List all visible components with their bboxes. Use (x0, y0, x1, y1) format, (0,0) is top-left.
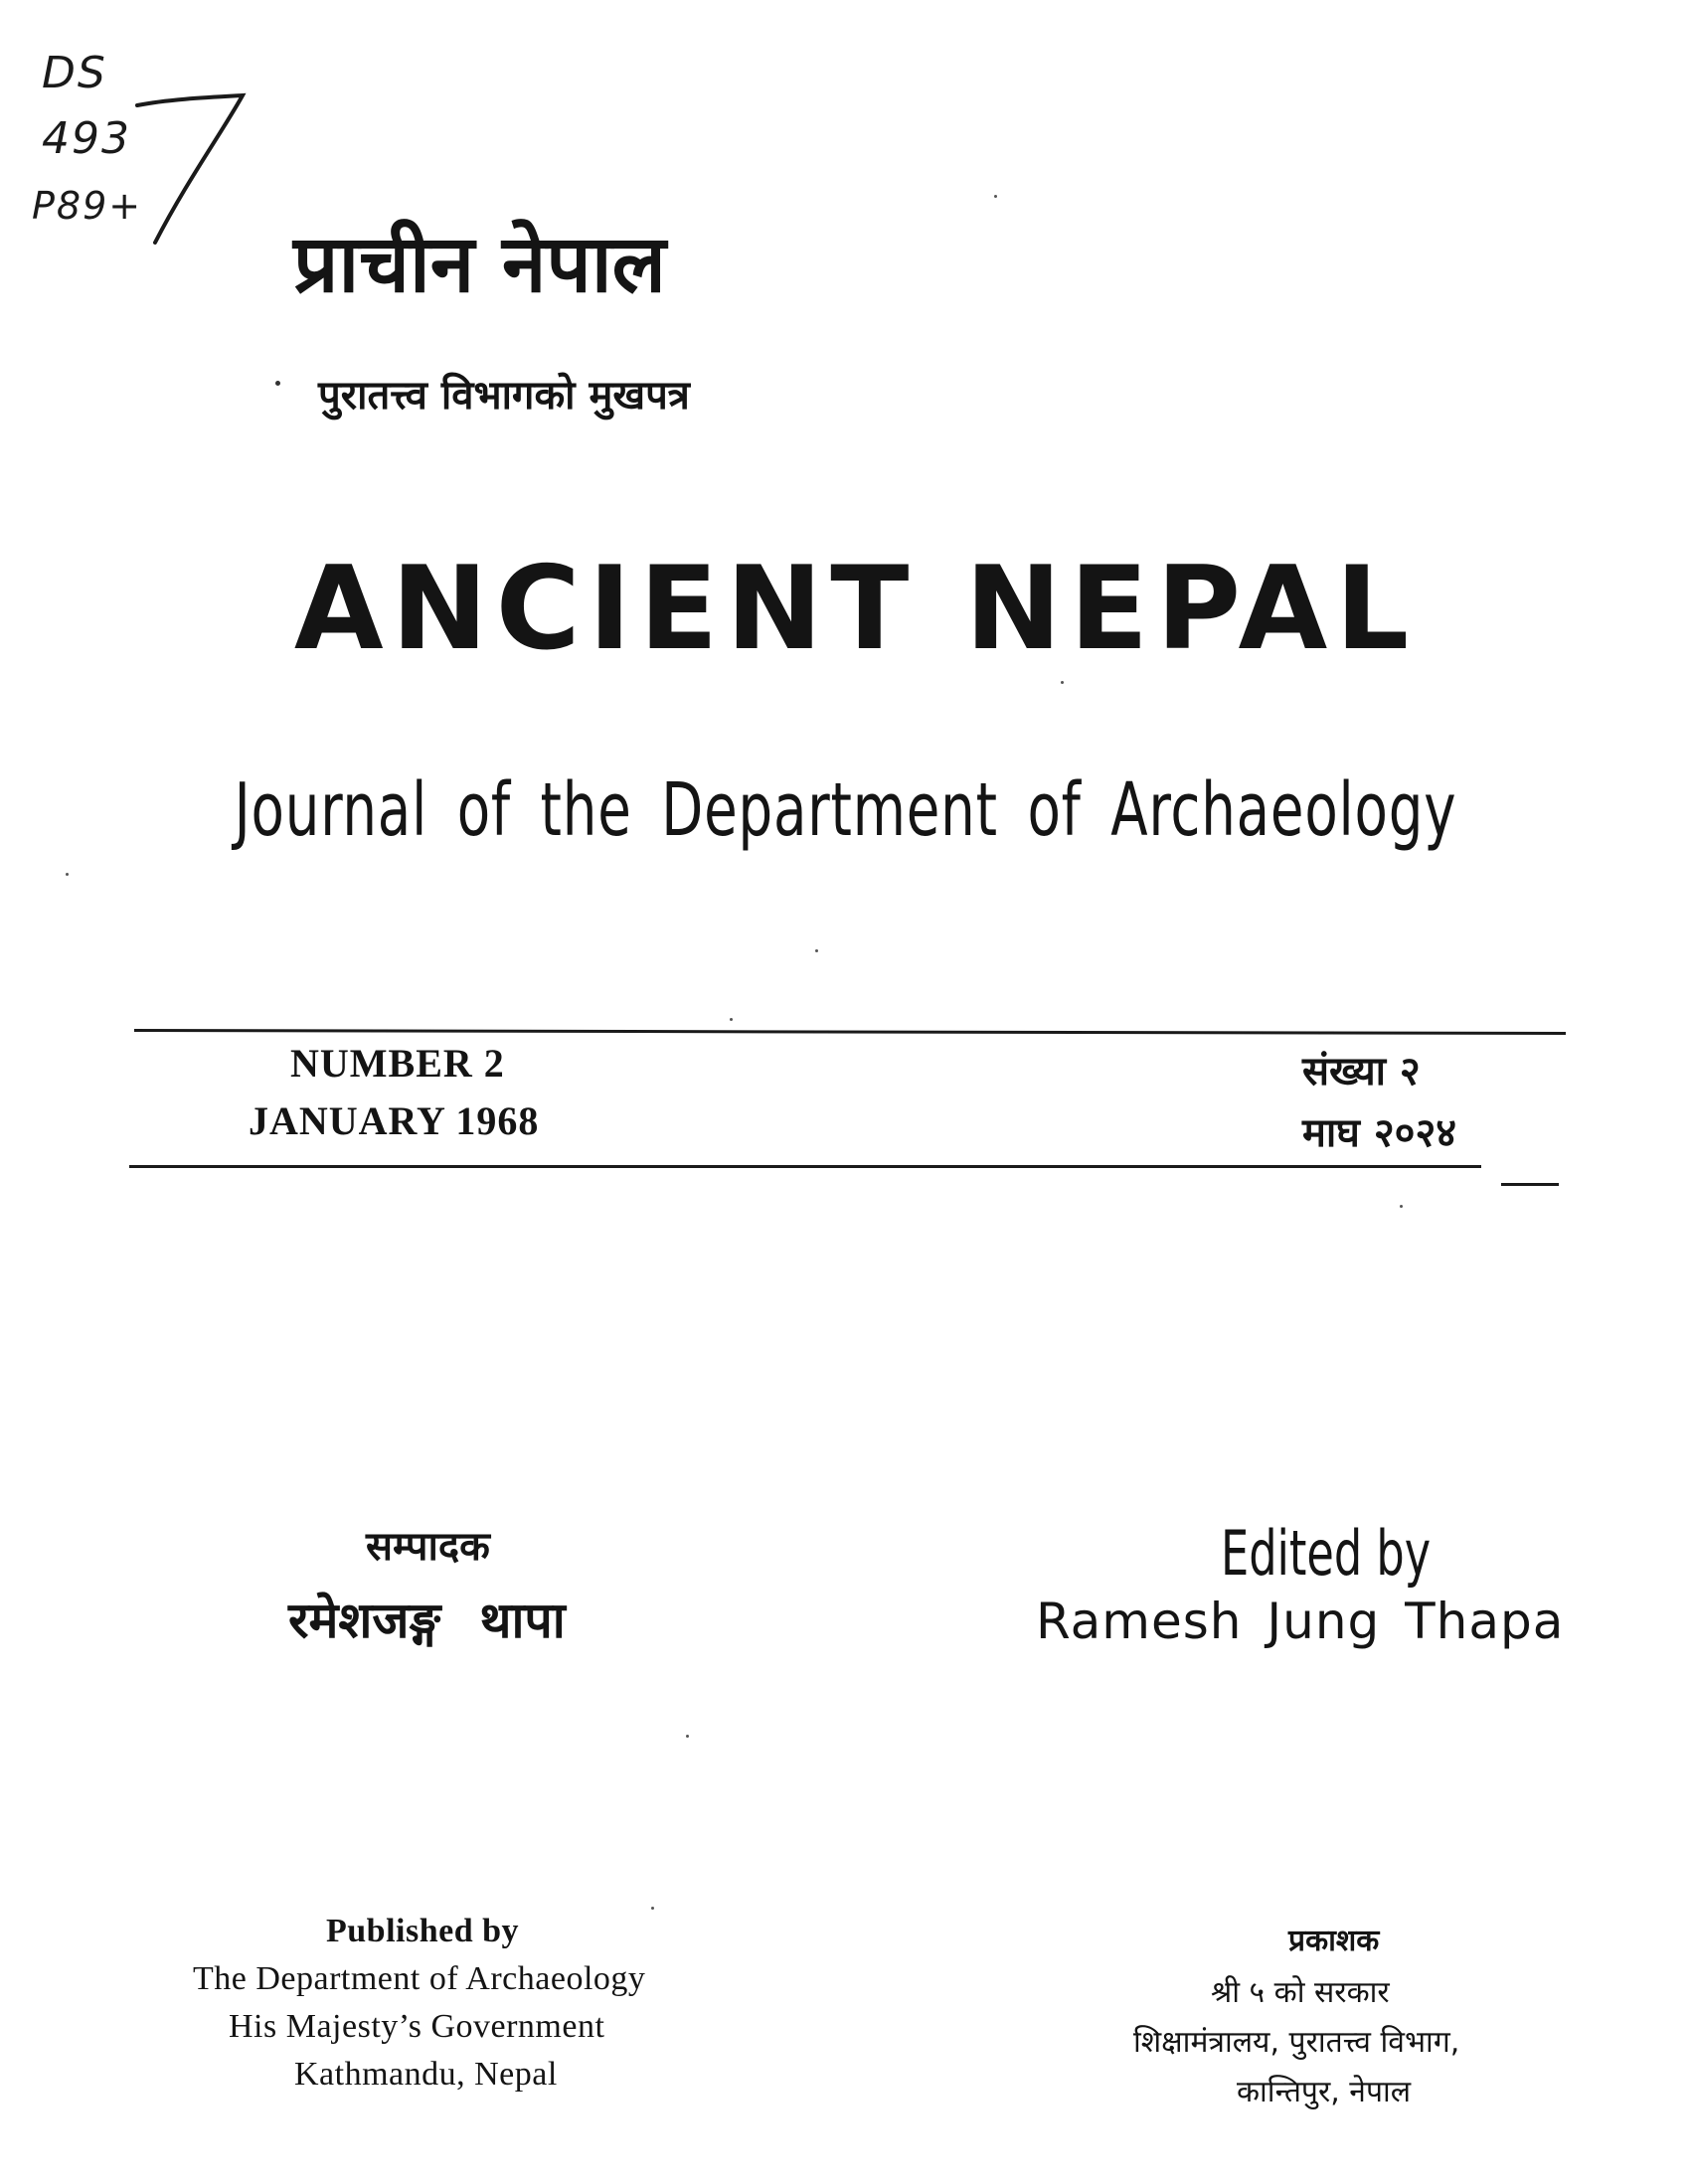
issue-number-english: NUMBER 2 (290, 1041, 505, 1086)
call-number-line-3: P89+ (32, 184, 143, 228)
divider-top (134, 1029, 1566, 1035)
divider-bottom-tail (1501, 1183, 1559, 1186)
title-english: ANCIENT NEPAL (293, 542, 1418, 676)
editor-name-english: Ramesh Jung Thapa (1036, 1593, 1565, 1650)
subtitle-nepali: पुरातत्त्व विभागको मुखपत्र (318, 373, 690, 419)
handwritten-seven-mark (127, 91, 256, 251)
call-number-line-1: DS (42, 48, 107, 98)
publisher-label-english: Published by (326, 1913, 520, 1949)
title-nepali: प्राचीन नेपाल (293, 218, 666, 310)
publisher-line-nepali: श्री ५ को सरकार (1211, 1975, 1390, 2010)
divider-bottom (129, 1165, 1481, 1168)
scan-speck (1061, 681, 1064, 684)
publisher-line-english: Kathmandu, Nepal (294, 2056, 558, 2093)
scan-speck (994, 195, 997, 198)
issue-date-english: JANUARY 1968 (249, 1098, 540, 1143)
scan-speck (66, 873, 69, 876)
scan-speck (651, 1907, 654, 1910)
publisher-line-nepali: शिक्षामंत्रालय, पुरातत्त्व विभाग, (1133, 2025, 1460, 2060)
publisher-line-english: His Majesty’s Government (229, 2008, 605, 2045)
editor-name-nepali: रमेशजङ्ग थापा (288, 1592, 566, 1649)
call-number-line-2: 493 (42, 113, 131, 164)
publisher-line-nepali: कान्तिपुर, नेपाल (1237, 2075, 1412, 2109)
subtitle-english: Journal of the Department of Archaeology (234, 767, 1457, 853)
scan-speck (730, 1018, 733, 1021)
publisher-line-english: The Department of Archaeology (193, 1960, 646, 1997)
scan-speck (815, 949, 818, 952)
editor-label-nepali: सम्पादक (366, 1524, 490, 1570)
issue-number-nepali: संख्या २ (1302, 1049, 1421, 1094)
publisher-label-nepali: प्रकाशक (1288, 1924, 1380, 1958)
decorative-dot (275, 381, 280, 386)
issue-date-nepali: माघ २०२४ (1302, 1110, 1457, 1156)
editor-label-english: Edited by (1221, 1517, 1432, 1590)
scan-speck (1400, 1205, 1403, 1208)
scan-speck (686, 1735, 689, 1738)
